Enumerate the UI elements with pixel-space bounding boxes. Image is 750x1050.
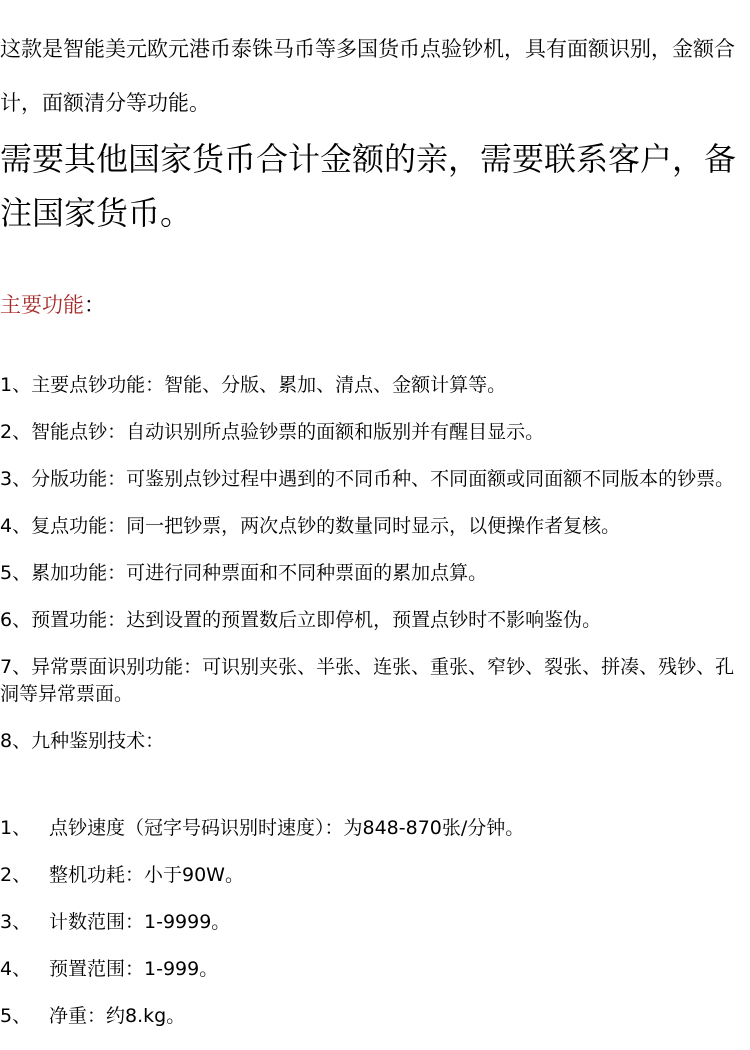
spec-item-preset-range bbox=[0, 956, 748, 983]
spec-item-power bbox=[0, 862, 748, 889]
feature-item-3: 3、分版功能：可鉴别点钞过程中遇到的不同币种、不同面额或同面额不同版本的钞票。 bbox=[0, 468, 735, 490]
feature-item-6: 6、预置功能：达到设置的预置数后立即停机，预置点钞时不影响鉴伪。 bbox=[0, 609, 602, 631]
feature-item-4: 4、复点功能：同一把钞票，两次点钞的数量同时显示，以便操作者复核。 bbox=[0, 515, 621, 537]
section-title bbox=[0, 288, 105, 322]
spec-text: 预置范围：1-999。 bbox=[49, 958, 219, 980]
feature-item-2: 2、智能点钞：自动识别所点验钞票的面额和版别并有醒目显示。 bbox=[0, 421, 545, 443]
spec-number: 1、 bbox=[0, 817, 32, 839]
spec-number: 3、 bbox=[0, 911, 32, 933]
spec-text: 净重：约8.kg。 bbox=[49, 1005, 186, 1027]
feature-item-7: 7、异常票面识别功能：可识别夹张、半张、连张、重张、窄钞、裂张、拼凑、残钞、孔洞等异常票面。 bbox=[0, 656, 735, 705]
notice-paragraph: 需要其他国家货币合计金额的亲，需要联系客户，备注国家货币。 bbox=[0, 140, 737, 232]
feature-list bbox=[0, 372, 748, 775]
spec-text: 计数范围：1-9999。 bbox=[49, 911, 231, 933]
spec-text: 点钞速度（冠字号码识别时速度）：为848-870张/分钟。 bbox=[49, 817, 525, 839]
spec-number: 2、 bbox=[0, 864, 32, 886]
intro-paragraph: 这款是智能美元欧元港币泰铢马币等多国货币点验钞机，具有面额识别，金额合计，面额清分等功能。 bbox=[0, 37, 735, 115]
spec-item-count-range bbox=[0, 909, 748, 936]
section-title-colon: ： bbox=[84, 293, 105, 317]
spec-item-speed bbox=[0, 815, 748, 842]
spec-item-net-weight bbox=[0, 1003, 748, 1030]
spec-number: 5、 bbox=[0, 1005, 32, 1027]
spec-text: 整机功耗：小于90W。 bbox=[49, 864, 244, 886]
feature-item-8: 8、九种鉴别技术： bbox=[0, 730, 165, 752]
spec-list bbox=[0, 815, 748, 1050]
feature-item-5: 5、累加功能：可进行同种票面和不同种票面的累加点算。 bbox=[0, 562, 488, 584]
feature-item-1: 1、主要点钞功能：智能、分版、累加、清点、金额计算等。 bbox=[0, 374, 507, 396]
section-title-label: 主要功能 bbox=[0, 293, 84, 317]
spec-number: 4、 bbox=[0, 958, 32, 980]
